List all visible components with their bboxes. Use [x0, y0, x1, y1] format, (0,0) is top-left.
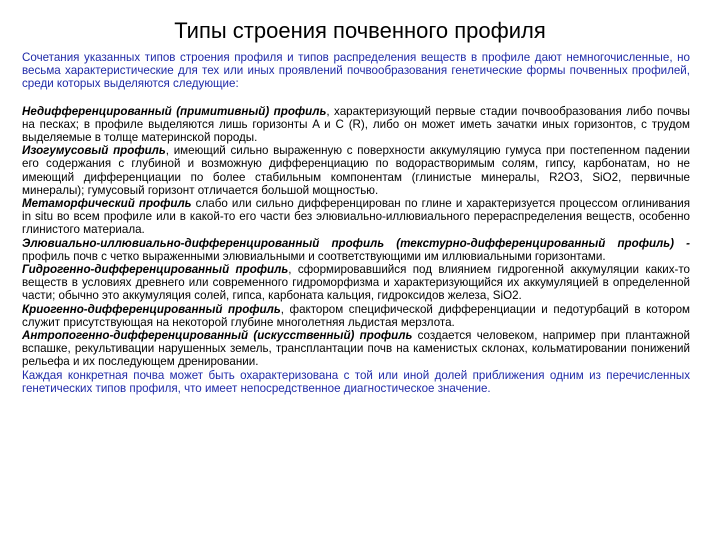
page-title: Типы строения почвенного профиля [174, 18, 546, 43]
profile-description: создается человеком, например при плантажной вспашке, рекультивации нарушенных земель, трансплантации почв на каменистых склонах, кольматировании понижений рельефа и их последующем дренировании. [22, 329, 690, 369]
profile-description: , имеющий сильно выраженную с поверхности аккумуляцию гумуса при постепенном падении его содержания с глубиной и возможную дифференциацию по водорастворимым солям, гипсу, карбонатам, но не имеющий дифференциации по более стабильным компонентам (глинистые минералы, R2O3, SiO2, первичные минералы); гумусовый горизонт отличается большой мощностью. [22, 144, 690, 197]
profile-term: Изогумусовый профиль [22, 144, 166, 158]
profile-item-eluvial-illuvial [22, 237, 690, 263]
conclusion-paragraph: Каждая конкретная почва может быть охарактеризована с той или иной долей приближения одним из перечисленных генетических типов профиля, что имеет непосредственное диагностическое значение. [22, 368, 690, 395]
profile-item-undifferentiated [22, 105, 690, 145]
profile-term: Криогенно-дифференцированный профиль [22, 302, 281, 316]
profile-description: , сформировавшийся под влиянием гидрогенной аккумуляции каких-то веществ в условиях древнего или современного гидроморфизма и характеризующийся их аккумуляцией в определенной части; обычно это аккумуляция солей, гипса, карбоната кальция, гидроксидов железа, SiO2. [22, 263, 690, 303]
intro-paragraph: Сочетания указанных типов строения профиля и типов распределения веществ в профиле дают немногочисленные, но весьма характеристические для тех или иных проявлений почвообразования генетические формы почвенных профилей, среди которых выделяются следующие: [22, 51, 690, 91]
profile-description: , фактором специфической дифференциации и педотурбаций в котором служит присутствующая на некоторой глубине многолетняя льдистая мерзлота. [22, 302, 690, 329]
profile-term: Недифференцированный (примитивный) профиль [22, 104, 327, 118]
slide-body [22, 51, 690, 395]
profile-term: Антропогенно-дифференцированный (искусственный) профиль [22, 329, 413, 343]
profile-item-hydrogenic [22, 263, 690, 303]
profile-item-cryogenic [22, 303, 690, 329]
profile-description: слабо или сильно дифференцирован по глине и характеризуется процессом оглинивания in situ во всем профиле или в какой-то его части без элювиально-иллювиального перераспределения веществ, особенно глинистого материала. [22, 197, 690, 237]
profile-term: Метаморфический профиль [22, 197, 192, 211]
profile-description: профиль почв с четко выраженными элювиальными и соответствующими им иллювиальными горизонтами. [22, 249, 606, 263]
profile-item-anthropogenic [22, 329, 690, 369]
profile-term: Гидрогенно-дифференцированный профиль [22, 263, 289, 277]
profile-description: , характеризующий первые стадии почвообразования либо почвы на песках; в профиле выделяются лишь горизонты A и C (R), либо он может иметь зачатки иных горизонтов, с трудом выделяемые в толще материнской породы. [22, 104, 691, 145]
profile-item-metamorphic [22, 197, 690, 237]
profile-term: Элювиально-иллювиально-дифференцированный профиль (текстурно-дифференцированный профиль) - [22, 236, 690, 250]
profile-item-isohumus [22, 144, 690, 197]
